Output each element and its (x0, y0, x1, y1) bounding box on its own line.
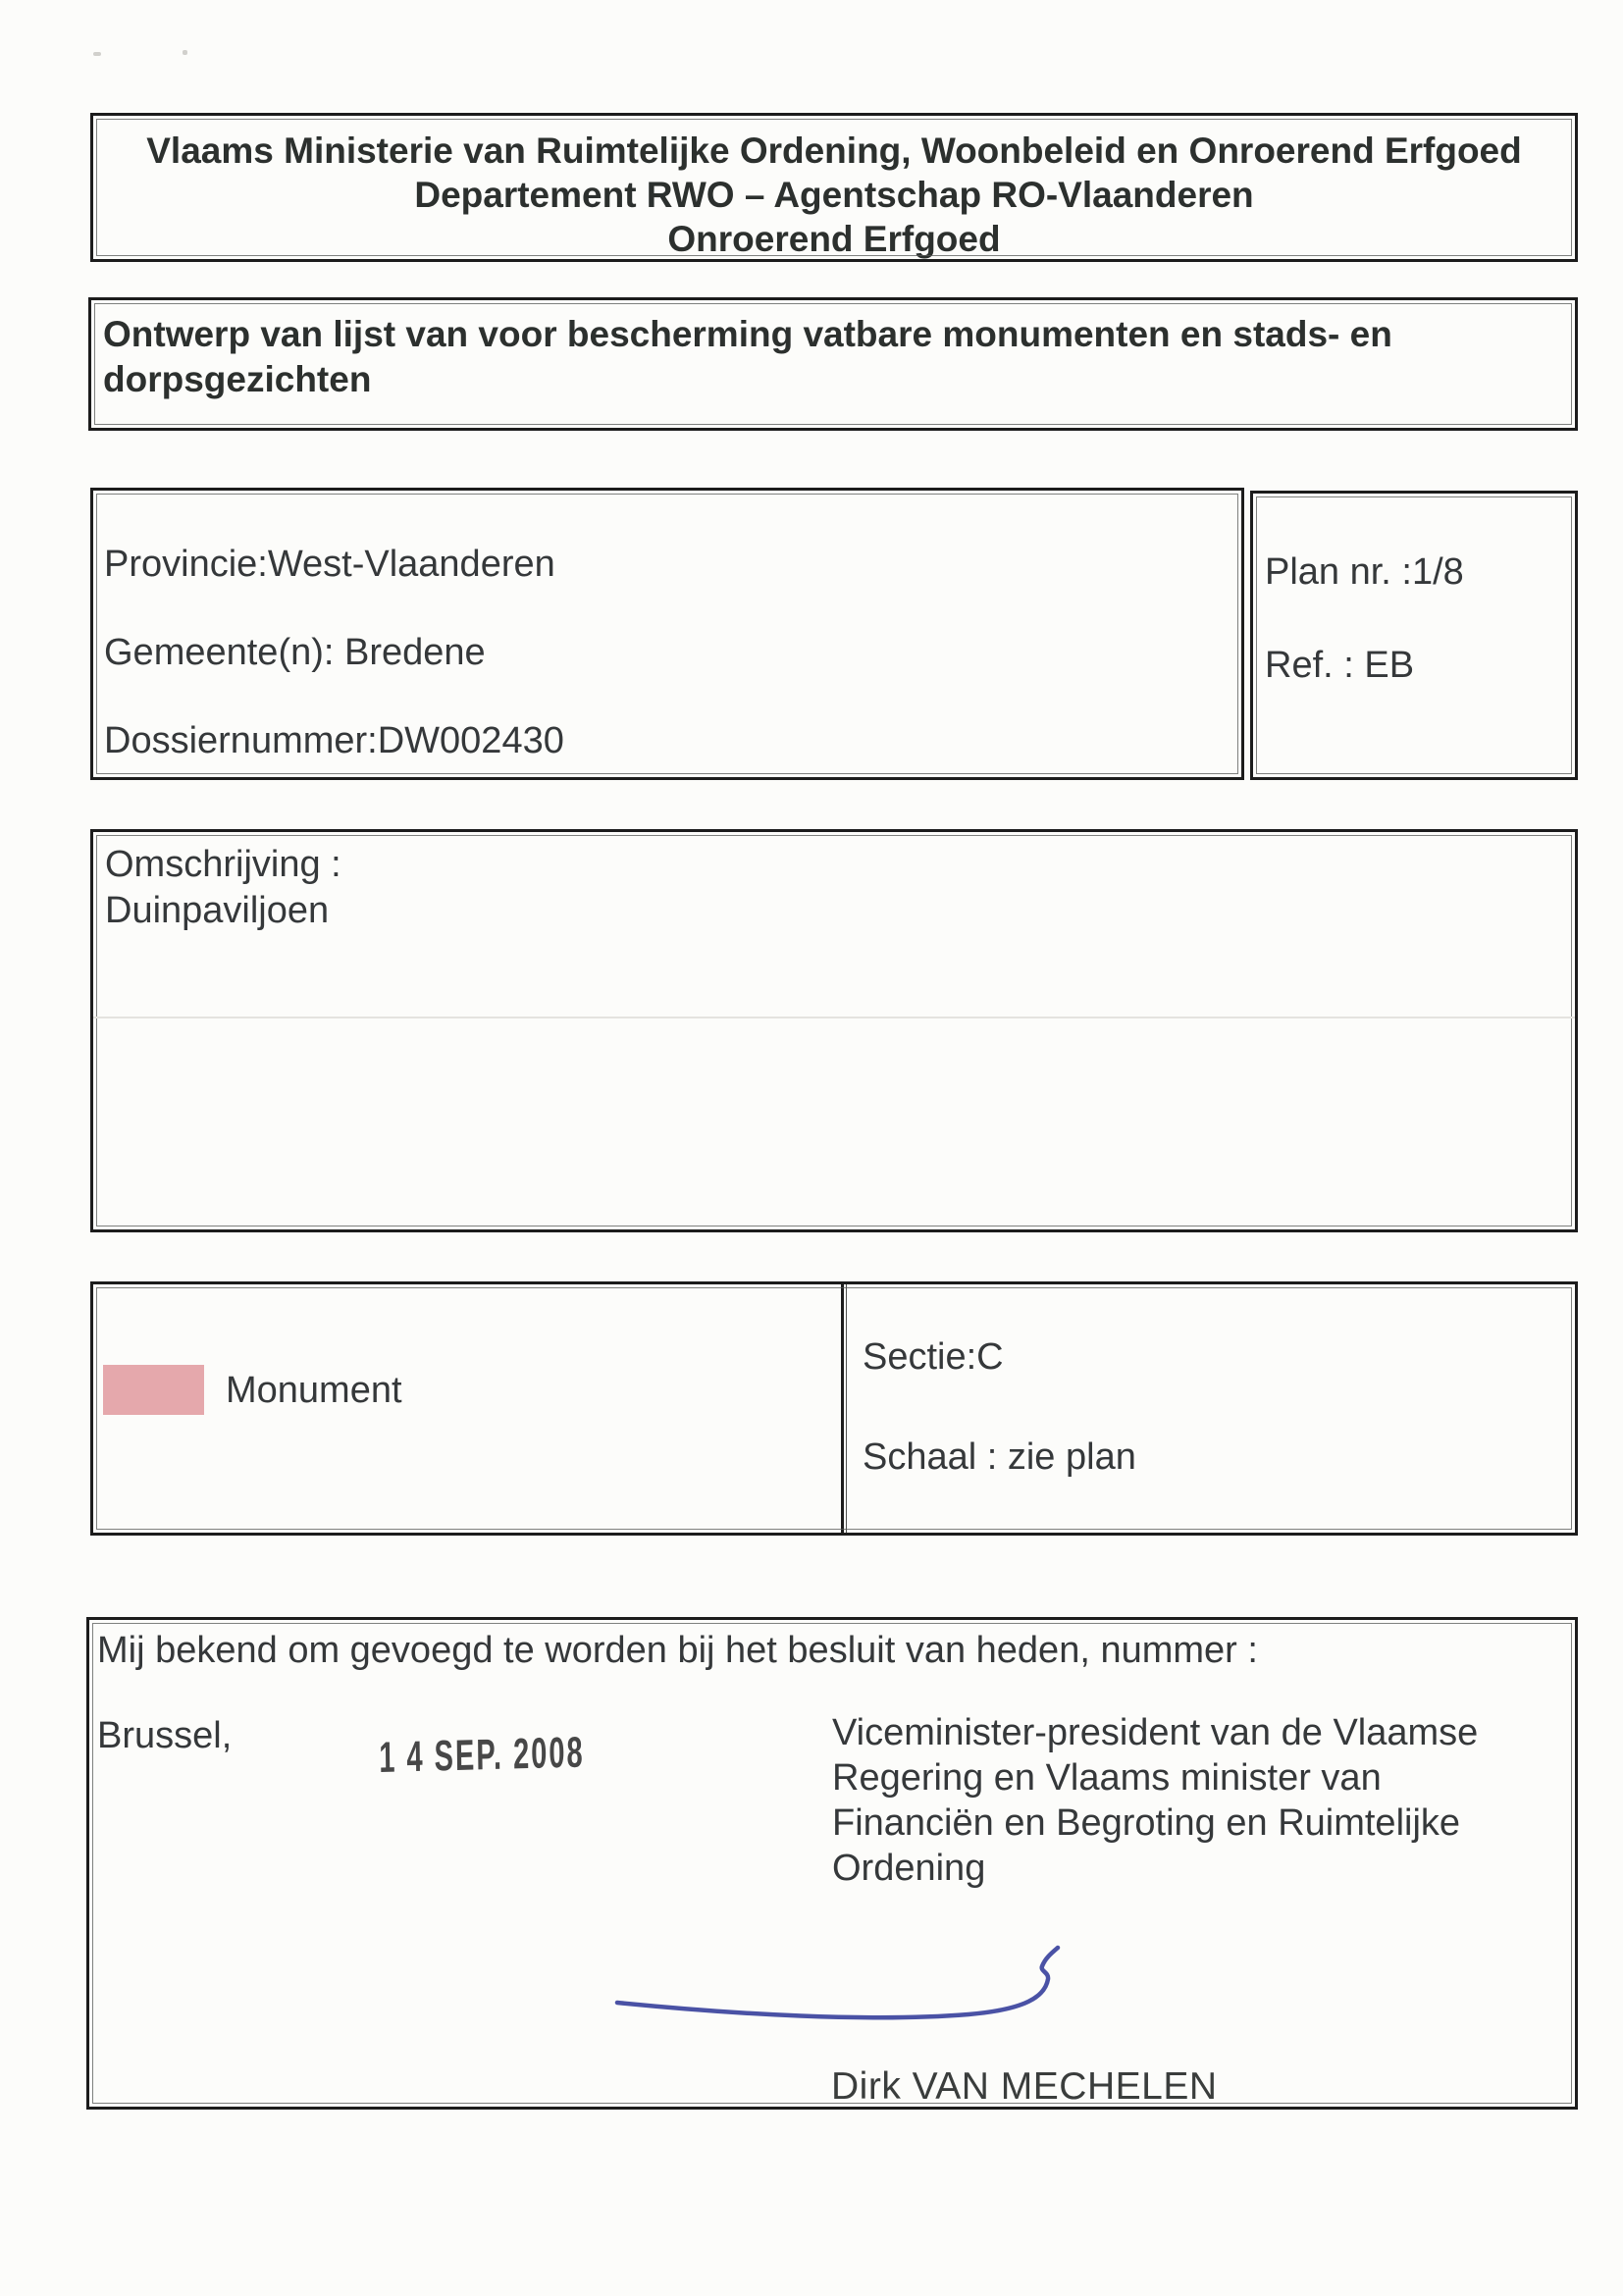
signature-stroke (617, 1948, 1058, 2017)
function-line: Regering en Vlaams minister van (832, 1757, 1382, 1799)
monument-color-swatch (103, 1365, 204, 1415)
scan-speck (183, 50, 187, 55)
minister-function-title (832, 1710, 1529, 1891)
province-field: Provincie:West-Vlaanderen (104, 544, 555, 585)
ref-field: Ref. : EB (1265, 645, 1415, 686)
function-line: Viceminister-president van de Vlaamse (832, 1712, 1479, 1753)
scan-speck (93, 52, 101, 56)
date-stamp: 1 4 SEP. 2008 (379, 1728, 585, 1782)
description-box (90, 829, 1578, 1232)
description-value: Duinpaviljoen (105, 890, 330, 931)
sectie-field: Sectie:C (863, 1336, 1004, 1378)
decree-intro-text: Mij bekend om gevoegd te worden bij het besluit van heden, nummer : (97, 1630, 1258, 1671)
ministry-header-box (90, 113, 1578, 262)
agency-name: Onroerend Erfgoed (667, 219, 1001, 259)
plan-info-box (1250, 491, 1578, 780)
dossier-number-field: Dossiernummer:DW002430 (104, 720, 564, 761)
municipality-field: Gemeente(n): Bredene (104, 632, 486, 673)
legend-box (90, 1281, 1578, 1536)
plan-number-field: Plan nr. :1/8 (1265, 551, 1464, 593)
function-line: Financiën en Begroting en Ruimtelijke (832, 1802, 1461, 1844)
monument-legend-row (103, 1365, 841, 1415)
document-title: Ontwerp van lijst van voor bescherming vatbare monumenten en stads- en dorpsgezichten (103, 314, 1392, 399)
decree-signature-box (86, 1617, 1578, 2110)
department-name: Departement RWO – Agentschap RO-Vlaanderen (414, 175, 1254, 215)
scan-artifact-line (93, 1017, 1575, 1018)
function-line: Ordening (832, 1848, 986, 1889)
description-label: Omschrijving : (105, 844, 341, 885)
legend-left-cell (93, 1284, 841, 1533)
city-label: Brussel, (97, 1715, 233, 1756)
schaal-field: Schaal : zie plan (863, 1436, 1136, 1478)
ministry-name: Vlaams Ministerie van Ruimtelijke Ordening, Woonbeleid en Onroerend Erfgoed (146, 130, 1522, 171)
document-title-box (88, 297, 1578, 431)
legend-right-cell (847, 1284, 1575, 1533)
signer-name: Dirk VAN MECHELEN (831, 2065, 1218, 2108)
monument-label: Monument (226, 1369, 402, 1411)
handwritten-signature (607, 1942, 1098, 2040)
dossier-info-box (90, 488, 1244, 780)
